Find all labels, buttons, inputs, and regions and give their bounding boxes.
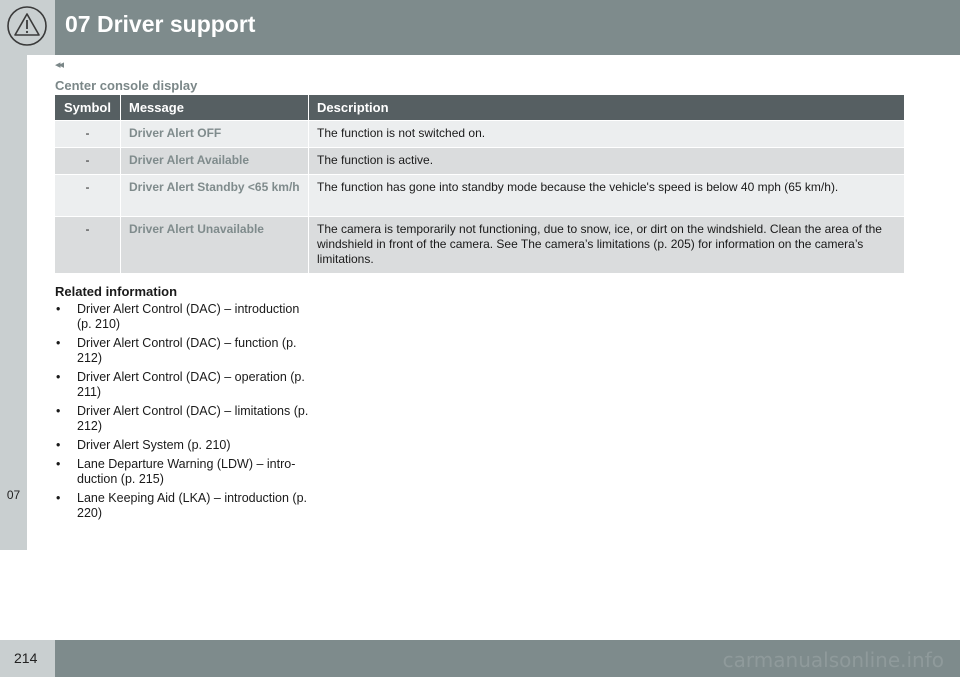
symbol-cell: - xyxy=(55,120,121,147)
related-link-text[interactable]: Driver Alert System (p. 210) xyxy=(77,438,231,452)
bullet-icon: • xyxy=(56,438,61,452)
message-cell: Driver Alert Unavailable xyxy=(121,216,309,273)
table-header-row xyxy=(55,95,905,120)
table-row xyxy=(55,216,905,273)
chapter-title: 07 Driver support xyxy=(65,11,256,37)
related-link-text[interactable]: Driver Alert Control (DAC) – function (p. 212) xyxy=(77,336,297,365)
watermark: carmanualsonline.info xyxy=(722,648,944,672)
related-link-text[interactable]: Lane Keeping Aid (LKA) – introduction (p. 220) xyxy=(77,491,308,520)
chapter-header xyxy=(0,0,960,55)
related-link[interactable] xyxy=(55,438,315,453)
related-link[interactable] xyxy=(55,491,315,521)
chapter-side-tab xyxy=(0,55,27,550)
chapter-side-tab-label: 07 xyxy=(6,488,21,502)
table-row xyxy=(55,174,905,216)
display-messages-table xyxy=(55,95,905,273)
warning-triangle-icon xyxy=(6,5,48,47)
table-row xyxy=(55,120,905,147)
description-cell: The function has gone into standby mode because the vehicle's speed is below 40 mph (65 km/h). xyxy=(309,174,905,216)
bullet-icon: • xyxy=(56,457,61,471)
related-link-text[interactable]: Lane Departure Warning (LDW) – intro-duction (p. 215) xyxy=(77,457,296,486)
related-link-text[interactable]: Driver Alert Control (DAC) – introduction (p. 210) xyxy=(77,302,300,331)
bullet-icon: • xyxy=(56,336,61,350)
message-cell: Driver Alert Standby <65 km/h xyxy=(121,174,309,216)
related-link-text[interactable]: Driver Alert Control (DAC) – limitations (p. 212) xyxy=(77,404,309,433)
page-number-box xyxy=(0,640,55,677)
symbol-cell: - xyxy=(55,174,121,216)
symbol-cell: - xyxy=(55,216,121,273)
table-row xyxy=(55,147,905,174)
description-cell: The function is not switched on. xyxy=(309,120,905,147)
description-cell: The camera is temporarily not functioning, due to snow, ice, or dirt on the windshield. Clean the area of the windshield in front of the camera. See The camera’s limitations (p. 205) for information on the camera’s limitations. xyxy=(309,216,905,273)
symbol-cell: - xyxy=(55,147,121,174)
related-link[interactable] xyxy=(55,302,315,332)
back-arrows-icon[interactable]: ◂◂ xyxy=(55,59,63,71)
related-information-title: Related information xyxy=(55,284,178,299)
bullet-icon: • xyxy=(56,370,61,384)
warning-icon-box xyxy=(0,0,55,55)
related-link[interactable] xyxy=(55,336,315,366)
page-footer xyxy=(0,640,960,677)
related-link[interactable] xyxy=(55,457,315,487)
description-column-header: Description xyxy=(309,95,905,120)
message-column-header: Message xyxy=(121,95,309,120)
page-number: 214 xyxy=(14,650,38,666)
symbol-column-header: Symbol xyxy=(55,95,121,120)
message-cell: Driver Alert Available xyxy=(121,147,309,174)
bullet-icon: • xyxy=(56,404,61,418)
section-title: Center console display xyxy=(55,78,198,93)
bullet-icon: • xyxy=(56,491,61,505)
related-link[interactable] xyxy=(55,370,315,400)
bullet-icon: • xyxy=(56,302,61,316)
related-link[interactable] xyxy=(55,404,315,434)
message-cell: Driver Alert OFF xyxy=(121,120,309,147)
description-cell: The function is active. xyxy=(309,147,905,174)
related-information-list xyxy=(55,302,315,525)
related-link-text[interactable]: Driver Alert Control (DAC) – operation (p. 211) xyxy=(77,370,305,399)
